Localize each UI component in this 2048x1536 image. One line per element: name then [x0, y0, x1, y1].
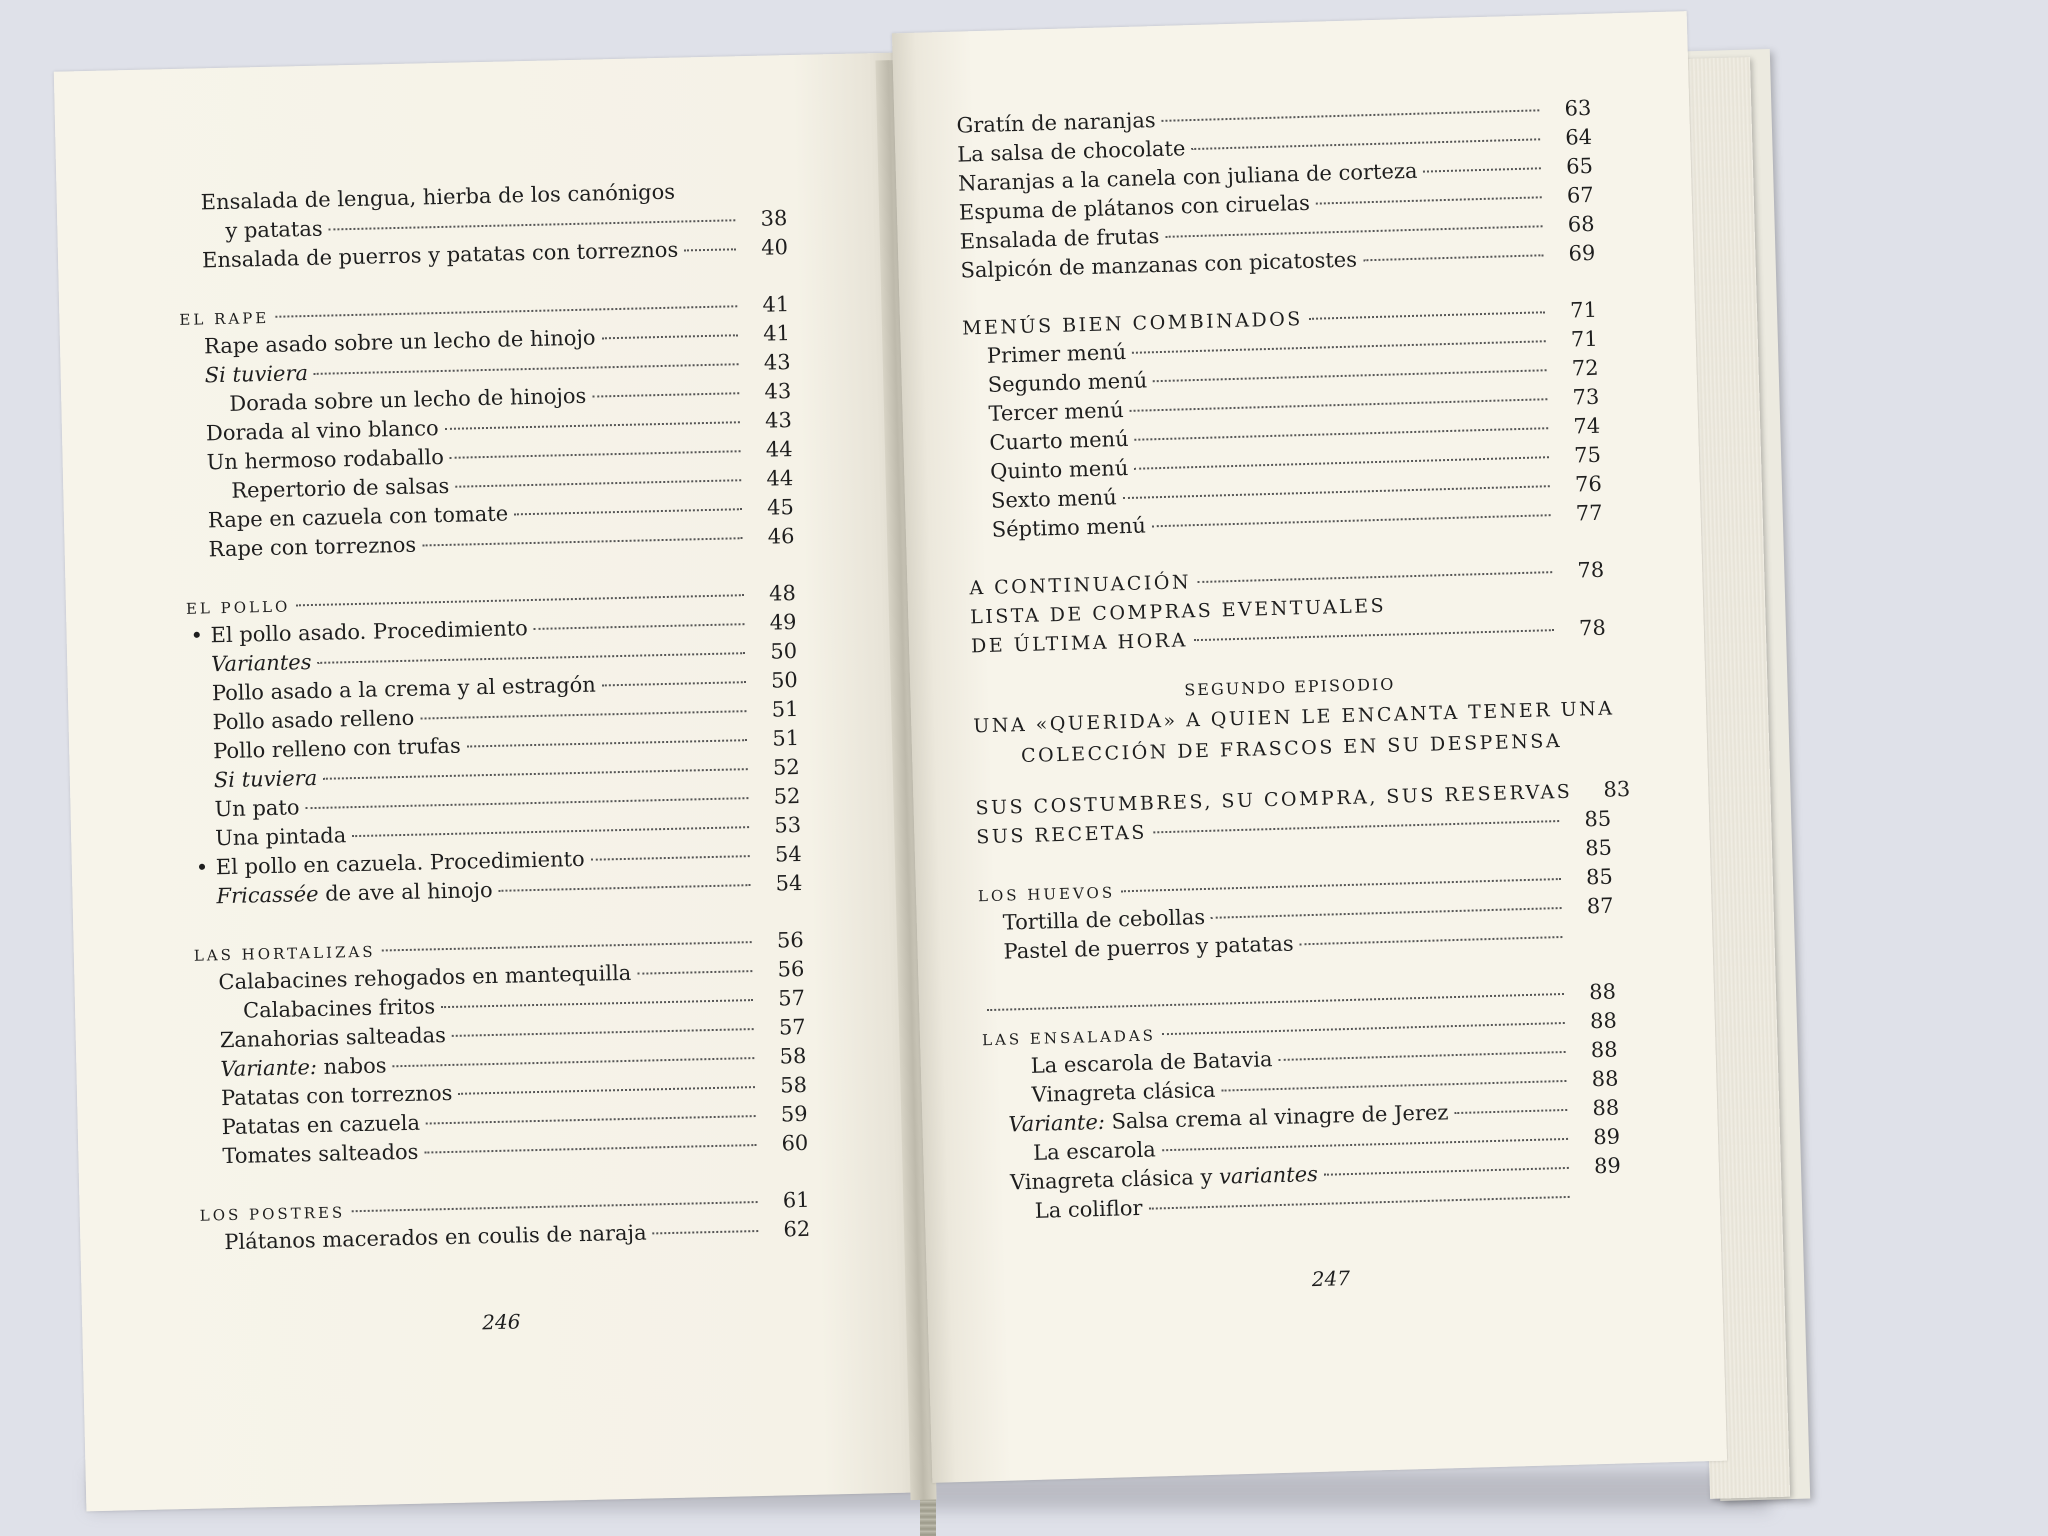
- toc-entry-title: [195, 1021, 446, 1056]
- toc-entry-page: 38: [760, 206, 788, 231]
- toc-entry-page: 43: [763, 350, 791, 375]
- toc-entry-title-rest: Salsa crema al vinagre de Jerez: [1104, 1100, 1449, 1134]
- toc-entry-title-text: Espuma de plátanos con ciruelas: [958, 190, 1311, 225]
- toc-entry-page: 83: [1603, 777, 1631, 802]
- toc-entry-title-text: DE ÚLTIMA HORA: [970, 629, 1189, 658]
- dot-leader: [1211, 907, 1562, 919]
- toc-entry-title-text: Dorada sobre un lecho de hinojos: [229, 383, 587, 416]
- toc-entry-page: 44: [765, 437, 793, 462]
- toc-entry-page: [1576, 1201, 1622, 1202]
- dot-leader: [305, 797, 748, 809]
- toc-entry-page: 58: [779, 1072, 808, 1098]
- dot-leader: [1363, 254, 1543, 261]
- dot-leader: [420, 710, 746, 719]
- episode-title-line-2: COLECCIÓN DE FRASCOS EN SU DESPENSA: [1020, 729, 1563, 768]
- toc-entry-title-text: Calabacines rehogados en mantequilla: [218, 960, 632, 995]
- toc-entry-title-text: y patatas: [225, 216, 323, 243]
- toc-entry-page: 51: [772, 725, 800, 751]
- toc-entry-title-text: Sexto menú: [990, 485, 1118, 513]
- toc-entry-page: 57: [777, 985, 806, 1011]
- dot-leader: [1197, 571, 1552, 583]
- dot-leader: [1121, 878, 1561, 892]
- toc-entry-page: 87: [1586, 893, 1614, 919]
- toc-entry-title-text: LAS ENSALADAS: [981, 1026, 1157, 1050]
- toc-entry-page: 48: [768, 581, 797, 606]
- dot-leader: [1392, 602, 1553, 606]
- toc-entry-page: 43: [764, 379, 792, 404]
- toc-entry-page: 41: [762, 292, 790, 317]
- toc-entry-title-text: • El pollo en cazuela. Procedimiento: [216, 847, 585, 879]
- dot-leader: [275, 305, 737, 317]
- toc-entry-page: 85: [1584, 835, 1613, 861]
- toc-entry-title-text: Zanahorias salteadas: [219, 1023, 447, 1053]
- dot-leader: [329, 219, 736, 230]
- toc-entry-page: 88: [1588, 979, 1617, 1005]
- toc-entry-title-text: La escarola: [1032, 1137, 1157, 1165]
- toc-entry-page: 89: [1592, 1124, 1621, 1150]
- toc-entry-page: 88: [1591, 1066, 1619, 1092]
- toc-entry-title-text: MENÚS BIEN COMBINADOS: [961, 308, 1304, 340]
- toc-entry-title: [971, 625, 1189, 661]
- toc-entry-title-text: Plátanos macerados en coulis de naraja: [224, 1220, 647, 1255]
- toc-entry-page: 71: [1569, 297, 1598, 323]
- toc-entry-page: 46: [767, 524, 795, 549]
- dot-leader: [1134, 456, 1549, 470]
- toc-entry-title-text: Tercer menú: [988, 398, 1124, 426]
- toc-entry-title: [976, 818, 1147, 853]
- toc-entry-title-text: La escarola de Batavia: [1030, 1047, 1273, 1078]
- toc-entry-page: 78: [1577, 557, 1605, 583]
- toc-entry-page: 65: [1565, 153, 1594, 179]
- dot-leader: [1278, 1051, 1565, 1061]
- toc-entry-page: 57: [778, 1014, 806, 1040]
- toc-entry-title-text: Quinto menú: [989, 455, 1129, 484]
- toc-entry-page: 69: [1568, 240, 1596, 266]
- dot-leader: [392, 1057, 754, 1067]
- toc-entry-title: [198, 1138, 419, 1172]
- toc-entry-title-text: Pollo asado a la crema y al estragón: [211, 672, 597, 706]
- toc-entry-title: [184, 531, 416, 565]
- toc-entry-title: [966, 454, 1129, 488]
- toc-entry-title: [187, 648, 312, 680]
- toc-entry-page: 56: [776, 927, 804, 953]
- toc-entry-page: 60: [781, 1130, 809, 1156]
- toc-entry-title-text: Rape con torreznos: [208, 532, 417, 562]
- left-page-number: 246: [481, 1309, 521, 1335]
- toc-entry-title-rest: de ave al hinojo: [318, 877, 493, 906]
- toc-entry-title: [177, 215, 323, 247]
- toc-entry-page: 52: [773, 783, 801, 809]
- toc-entry-title-text: Una pintada: [214, 823, 347, 851]
- toc-entry-title: [190, 793, 300, 824]
- dot-leader: [1221, 1080, 1566, 1092]
- toc-entry-title-text: Pollo relleno con trufas: [212, 733, 461, 764]
- dot-leader: [681, 192, 735, 193]
- dot-leader: [1191, 138, 1540, 150]
- dot-leader: [514, 508, 742, 515]
- dot-leader: [1130, 398, 1548, 412]
- toc-entry-page: 71: [1570, 326, 1599, 352]
- dot-leader: [1132, 340, 1546, 354]
- dot-leader: [352, 826, 749, 837]
- toc-entry-title: [189, 732, 461, 767]
- toc-entry-title-text: Calabacines fritos: [242, 994, 436, 1023]
- toc-entry-title-italic: variantes: [1218, 1161, 1319, 1189]
- toc-entry-title: [179, 302, 270, 335]
- toc-entry-title-text: Rape en cazuela con tomate: [207, 501, 509, 533]
- toc-entry-page: 73: [1572, 384, 1600, 410]
- toc-entry-title-prefix: Vinagreta clásica y: [1009, 1164, 1220, 1195]
- toc-entry-page: 61: [782, 1187, 810, 1213]
- dot-leader: [1162, 1138, 1568, 1151]
- toc-entry-page: [1569, 942, 1615, 943]
- toc-entry-title-text: La coliflor: [1034, 1195, 1143, 1223]
- dot-leader: [323, 768, 748, 780]
- toc-entry-title-text: Salpicón de manzanas con picatostes: [960, 247, 1358, 283]
- toc-entry-page: 85: [1585, 864, 1614, 890]
- dot-leader: [987, 993, 1564, 1011]
- dot-leader: [1165, 225, 1542, 238]
- toc-entry-page: 77: [1575, 500, 1603, 526]
- toc-entry-title: [986, 1194, 1142, 1227]
- toc-entry-page: 76: [1574, 471, 1603, 497]
- dot-leader: [601, 334, 737, 339]
- toc-entry-title: [180, 359, 308, 391]
- toc-entry-title-text: EL RAPE: [179, 308, 270, 329]
- dot-leader: [534, 623, 745, 630]
- toc-entry-page: 50: [770, 639, 798, 664]
- toc-entry-page: 49: [769, 610, 797, 635]
- toc-entry-page: 41: [762, 321, 791, 346]
- dot-leader: [351, 1201, 757, 1212]
- dot-leader: [317, 652, 745, 664]
- dot-leader: [296, 594, 744, 606]
- toc-entry-page: 88: [1592, 1095, 1620, 1121]
- toc-entry-title-text: Variantes: [210, 650, 312, 677]
- toc-entry-page: 59: [780, 1101, 808, 1127]
- toc-entry-title-text: Pollo asado relleno: [212, 705, 415, 735]
- toc-entry-title-text: Patatas con torreznos: [220, 1080, 453, 1111]
- toc-entry-title-text: Si tuviera: [213, 765, 318, 793]
- dot-leader: [314, 363, 739, 375]
- toc-entry-title-text: Si tuviera: [204, 361, 309, 388]
- toc-entry-page: 89: [1593, 1153, 1622, 1179]
- toc-entry-title-text: Patatas en cazuela: [221, 1110, 421, 1140]
- dot-leader: [1153, 820, 1559, 833]
- toc-entry-page: 68: [1567, 211, 1595, 237]
- toc-entry-title-text: Ensalada de frutas: [959, 223, 1160, 254]
- toc-entry-title-text: Gratín de naranjas: [956, 108, 1156, 138]
- toc-entry-title-italic: Variante:: [1008, 1109, 1106, 1137]
- toc-entry-page: 53: [774, 812, 802, 838]
- toc-entry-page: 63: [1564, 95, 1592, 121]
- dot-leader: [1194, 629, 1554, 641]
- toc-entry-page: 85: [1584, 806, 1612, 832]
- toc-entry-title-text: Cuarto menú: [989, 426, 1129, 455]
- toc-entry-title: [967, 483, 1118, 516]
- toc-entry-title-text: Séptimo menú: [991, 513, 1147, 542]
- toc-entry-title-italic: Variante:: [220, 1055, 318, 1082]
- dot-leader: [445, 421, 740, 430]
- dot-leader: [1324, 1167, 1569, 1176]
- dot-leader: [1162, 109, 1540, 122]
- dot-leader: [637, 970, 752, 975]
- toc-entry-page: 45: [766, 495, 795, 520]
- toc-entry-title-text: Pastel de puerros y patatas: [1003, 931, 1294, 964]
- toc-entry-title-text: Ensalada de puerros y patatas con torreznos: [201, 237, 679, 273]
- toc-entry-title-text: SUS RECETAS: [976, 821, 1148, 849]
- dot-leader: [1300, 936, 1563, 945]
- toc-entry-page: 52: [772, 754, 801, 780]
- toc-entry-page: 67: [1566, 182, 1595, 208]
- toc-entry-title-text: Un hermoso rodaballo: [206, 444, 445, 475]
- toc-entry-title: [191, 821, 347, 854]
- dot-leader: [592, 392, 739, 397]
- dot-leader: [1135, 427, 1549, 441]
- dot-leader: [1309, 311, 1545, 320]
- toc-entry-title-text: Dorada al vino blanco: [205, 416, 439, 446]
- toc-entry-title-text: LOS POSTRES: [199, 1203, 346, 1225]
- dot-leader: [426, 1115, 756, 1124]
- toc-entry-title-text: LOS HUEVOS: [977, 883, 1116, 906]
- toc-entry-page: 50: [770, 667, 799, 693]
- dot-leader: [1316, 196, 1542, 204]
- toc-entry-title-text: LAS HORTALIZAS: [193, 942, 376, 965]
- dot-leader: [1152, 514, 1551, 527]
- toc-entry-page: 75: [1573, 442, 1602, 468]
- right-toc-section-b: [975, 776, 1631, 1228]
- dot-leader: [684, 248, 736, 251]
- toc-entry-title-text: EL POLLO: [185, 597, 291, 618]
- toc-entry-page: 54: [774, 841, 802, 867]
- dot-leader: [458, 1086, 755, 1095]
- toc-entry-page: 43: [764, 408, 793, 433]
- toc-entry-page: 44: [766, 466, 794, 491]
- toc-entry-page: 58: [779, 1043, 807, 1069]
- right-page-number: 247: [1311, 1266, 1351, 1292]
- toc-entry-page: 72: [1571, 355, 1599, 381]
- dot-leader: [450, 450, 741, 459]
- toc-entry-title-text: Repertorio de salsas: [231, 473, 450, 503]
- toc-entry-title-text: Naranjas a la canela con juliana de corteza: [957, 158, 1418, 196]
- toc-entry-title-text: Ensalada de lengua, hierba de los canónigos: [200, 179, 676, 215]
- dot-leader: [1162, 1022, 1565, 1035]
- toc-entry-title-text: Un pato: [214, 795, 300, 822]
- toc-entry-title-text: Vinagreta clásica: [1031, 1077, 1216, 1107]
- dot-leader: [602, 681, 746, 686]
- toc-entry-title-text: Rape asado sobre un lecho de hinojo: [203, 325, 596, 359]
- dot-leader: [653, 1230, 759, 1234]
- toc-entry-title-text: Tomates salteados: [222, 1139, 419, 1169]
- dot-leader: [1148, 1196, 1569, 1210]
- toc-entry-title-text: La salsa de chocolate: [956, 136, 1186, 167]
- toc-entry-title: [963, 338, 1127, 372]
- toc-entry-page: 56: [777, 956, 805, 982]
- toc-entry-page: 40: [760, 235, 789, 260]
- dot-leader: [499, 884, 751, 892]
- dot-leader: [1454, 1109, 1567, 1114]
- toc-entry-page: 78: [1578, 615, 1607, 641]
- toc-entry-title-text: A CONTINUACIÓN: [969, 571, 1192, 600]
- right-page: [892, 11, 1727, 1483]
- toc-entry-title-italic: Fricassée: [216, 881, 319, 909]
- dot-leader: [452, 1028, 754, 1037]
- toc-entry-title: [964, 396, 1124, 429]
- toc-entry-page: 64: [1565, 124, 1593, 150]
- left-page: [54, 53, 926, 1512]
- dot-leader: [467, 739, 747, 747]
- toc-entry-title-rest: nabos: [316, 1053, 387, 1079]
- dot-leader: [591, 855, 750, 861]
- toc-entry-title-text: SUS COSTUMBRES, SU COMPRA, SUS RESERVAS: [975, 780, 1573, 820]
- episode-title-line-1: UNA «QUERIDA» A QUIEN LE ENCANTA TENER UNA: [972, 697, 1615, 738]
- toc-entry-title-text: • El pollo asado. Procedimiento: [210, 616, 528, 647]
- toc-entry-page: 51: [771, 696, 799, 722]
- toc-entry-page: [1559, 606, 1605, 607]
- dot-leader: [424, 1144, 756, 1154]
- dot-leader: [1123, 485, 1550, 499]
- dot-leader: [1423, 167, 1541, 172]
- right-table-of-contents: [956, 94, 1631, 1227]
- toc-entry-title-text: Tortilla de cebollas: [1002, 904, 1206, 935]
- toc-entry-page: 62: [783, 1216, 811, 1242]
- toc-entry-page: 54: [775, 870, 803, 896]
- episode-label: SEGUNDO EPISODIO: [1184, 674, 1396, 700]
- toc-entry-title-text: Segundo menú: [987, 368, 1148, 397]
- toc-entry-page: [741, 196, 787, 197]
- dot-leader: [422, 537, 742, 546]
- dot-leader: [1153, 369, 1546, 382]
- toc-entry-title-text: LISTA DE COMPRAS EVENTUALES: [969, 594, 1387, 629]
- toc-entry-page: 88: [1589, 1008, 1618, 1034]
- dot-leader: [441, 999, 753, 1008]
- toc-entry-title: [965, 425, 1129, 459]
- toc-entry-title-text: Primer menú: [986, 339, 1127, 368]
- dot-leader: [983, 851, 1560, 867]
- toc-entry-title: [967, 511, 1146, 545]
- right-toc-section-a: [956, 94, 1606, 661]
- toc-entry-page: 74: [1573, 413, 1601, 439]
- toc-entry-page: 88: [1590, 1037, 1618, 1063]
- left-table-of-contents: [176, 175, 810, 1258]
- dot-leader: [381, 941, 751, 951]
- toc-entry-title: [190, 764, 318, 796]
- dot-leader: [455, 479, 741, 487]
- toc-entry-title: [196, 1051, 387, 1084]
